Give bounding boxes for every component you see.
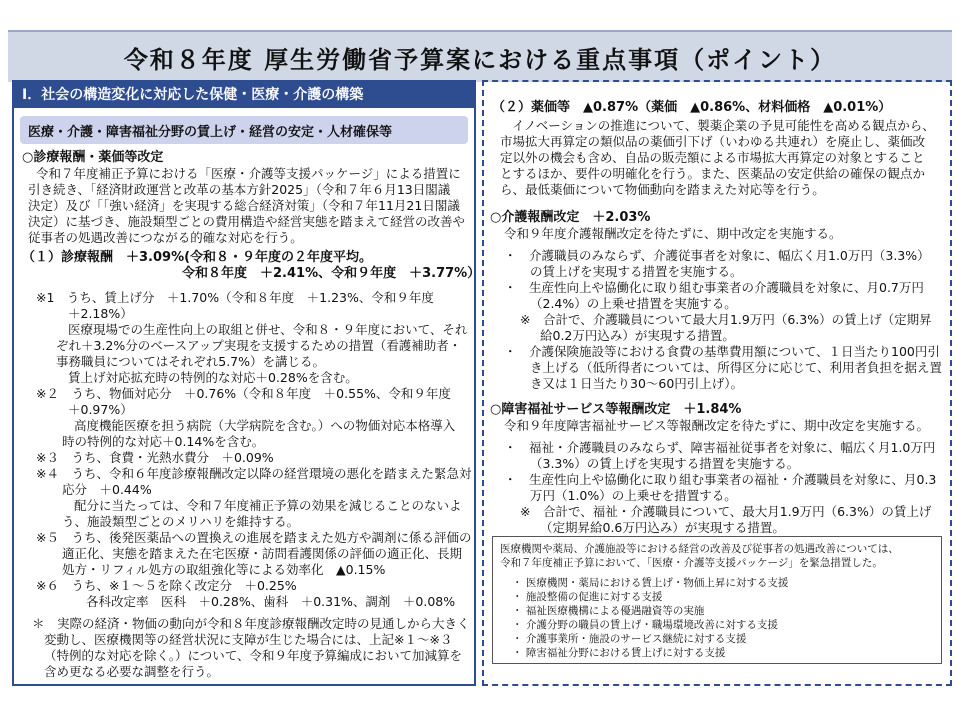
body-line: 決定）に基づき、施設類型ごとの費用構造や経営実態を踏まえて経営の改善や — [28, 214, 466, 229]
package-item: ・ 医療機関・薬局における賃上げ・物価上昇に対する支援 — [512, 577, 789, 589]
note-line: ※３ うち、食費・光熱水費分 ＋0.09% — [36, 450, 274, 465]
footnote-line: 変動し、医療機関等の経営状況に支障が生じた場合には、上記※１～※３ — [44, 632, 453, 647]
footnote-line: ＊ 実際の経済・物価の動向が令和８年度診療報酬改定時の見通しから大きく — [32, 616, 470, 631]
bullet-line: ・ 生産性向上や協働化に取り組む事業者の福祉・介護職員を対象に、月0.3 — [504, 472, 937, 487]
page-title: 令和８年度 厚生労働省予算案における重点事項（ポイント） — [8, 30, 952, 82]
bullet-line: の賃上げを実現する措置を実施する。 — [530, 264, 743, 279]
note-line: う、施設類型ごとのメリハリを維持する。 — [62, 514, 300, 529]
package-item: ・ 介護事業所・施設のサービス継続に対する支援 — [512, 633, 747, 645]
heading-shinryo-yakka: ○診療報酬・薬価等改定 — [22, 150, 164, 165]
note-line: ※６ うち、※１～５を除く改定分 ＋0.25% — [36, 578, 297, 593]
note-line: 医療現場での生産性向上の取組と併せ、令和８・９年度において、それ — [68, 322, 468, 337]
heading-kaigo: ○介護報酬改定 ＋2.03% — [490, 210, 651, 225]
package-item: ・ 施設整備の促進に対する支援 — [512, 591, 663, 603]
footnote-line: 含め更なる必要な調整を行う。 — [44, 664, 220, 679]
note-line: 適正化、実態を踏まえた在宅医療・訪問看護関係の評価の適正化、長期 — [62, 546, 463, 561]
package-intro-line: 令和７年度補正予算において、「医療・介護等支援パッケージ」を緊急措置した。 — [500, 557, 883, 569]
body-line: 令和９年度障害福祉サービス等報酬改定を待たずに、期中改定を実施する。 — [504, 418, 930, 433]
package-item: ・ 介護分野の職員の賃上げ・職場環境改善に対する支援 — [512, 619, 778, 631]
body-line: 従事者の処遇改善につながる的確な対応を行う。 — [28, 230, 303, 245]
bullet-line: ※ 合計で、福祉・介護職員について、最大月1.9万円（6.3%）の賃上げ — [520, 504, 932, 519]
note-line: ※５ うち、後発医薬品への置換えの進展を踏まえた処方や調剤に係る評価の — [36, 530, 472, 545]
body-line: 決定）及び「「強い経済」を実現する総合経済対策」（令和７年11月21日閣議 — [28, 198, 460, 213]
heading-shogai: ○障害福祉サービス等報酬改定 ＋1.84% — [490, 402, 742, 417]
body-line: 引き続き、「経済財政運営と改革の基本方針2025」（令和７年６月13日閣議 — [28, 182, 451, 197]
note-line: 賃上げ対応拡充時の特例的な対応＋0.28%を含む。 — [68, 370, 358, 385]
note-line: 時の特例的な対応＋0.14%を含む。 — [62, 434, 265, 449]
body-line: イノベーションの推進について、製薬企業の予見可能性を高める観点から、 — [512, 118, 935, 133]
bullet-line: 万円（1.0%）の上乗せを措置する。 — [530, 488, 737, 503]
bullet-line: ・ 生産性向上や協働化に取り組む事業者の介護職員を対象に、月0.7万円 — [504, 280, 924, 295]
body-line: 市場拡大再算定の類似品の薬価引下げ（いわゆる共連れ）を廃止し、薬価改 — [500, 134, 926, 149]
bullet-line: （3.3%）の賃上げを実現する措置を実施する。 — [530, 456, 800, 471]
bullet-line: ・ 介護保険施設等における食費の基準費用額について、１日当たり100円引 — [504, 344, 940, 359]
note-line: ※４ うち、令和６年度診療報酬改定以降の経営環境の悪化を踏まえた緊急対 — [36, 466, 472, 481]
note-line: 配分に当たっては、令和７年度補正予算の効果を減じることのないよ — [74, 498, 462, 513]
package-intro-line: 医療機関や薬局、介護施設等における経営の改善及び従事者の処遇改善については、 — [500, 543, 899, 555]
body-line: 令和９年度介護報酬改定を待たずに、期中改定を実施する。 — [504, 226, 842, 241]
note-line: 高度機能医療を担う病院（大学病院を含む。）への物価対応本格導入 — [74, 418, 456, 433]
heading-shinryo-hoshu-detail: 令和８年度 ＋2.41%、令和９年度 ＋3.77%） — [182, 266, 481, 281]
note-line: 各科改定率 医科 ＋0.28%、歯科 ＋0.31%、調剤 ＋0.08% — [86, 594, 456, 609]
bullet-line: き又は１日当たり30～60円引上げ）。 — [530, 376, 744, 391]
note-line: 処方・リフィル処方の取組強化等による効率化 ▲0.15% — [62, 562, 386, 577]
body-line: 定以外の機会も含め、自品の販売額による市場拡大再算定の対象とすること — [500, 150, 925, 165]
bullet-line: ※ 合計で、介護職員について最大月1.9万円（6.3%）の賃上げ（定期昇 — [520, 312, 932, 327]
body-line: とするほか、要件の明確化を行う。また、医薬品の安定供給の確保の観点か — [500, 166, 926, 181]
note-line: ＋2.18%） — [68, 306, 133, 321]
bullet-line: ・ 介護職員のみならず、介護従事者を対象に、幅広く月1.0万円（3.3%） — [504, 248, 930, 263]
note-line: 事務職員についてはそれぞれ5.7%）を講じる。 — [56, 354, 326, 369]
note-line: ぞれ＋3.2%分のベースアップ実現を支援するための措置（看護補助者・ — [56, 338, 462, 353]
heading-shinryo-hoshu: （１）診療報酬 ＋3.09%(令和８・９年度の２年度平均。 — [22, 250, 373, 265]
bullet-line: 給0.2万円込み）が実現する措置。 — [540, 328, 735, 343]
package-item: ・ 障害福祉分野における賃上げに対する支援 — [512, 647, 726, 659]
note-line: ※２ うち、物価対応分 ＋0.76%（令和８年度 ＋0.55%、令和９年度 — [36, 386, 451, 401]
body-line: ら、最低薬価について物価動向を踏まえた対応等を行う。 — [500, 182, 825, 197]
body-line: 令和７年度補正予算における「医療・介護等支援パッケージ」による措置に — [36, 166, 461, 181]
footnote-line: （特例的な対応を除く。）について、令和９年度予算編成において加減算を — [44, 648, 463, 663]
note-line: 応分 ＋0.44% — [62, 482, 152, 497]
sub-header: 医療・介護・障害福祉分野の賃上げ・経営の安定・人材確保等 — [20, 116, 468, 144]
bullet-line: （定期昇給0.6万円込み）が実現する措置。 — [540, 520, 785, 535]
note-line: ＋0.97%） — [68, 402, 133, 417]
note-line: ※1 うち、賃上げ分 ＋1.70%（令和８年度 ＋1.23%、令和９年度 — [36, 290, 434, 305]
bullet-line: き上げる（低所得者については、所得区分に応じて、利用者負担を据え置 — [530, 360, 943, 375]
section-header: Ⅰ．社会の構造変化に対応した保健・医療・介護の構築 — [12, 80, 476, 108]
bullet-line: ・ 福祉・介護職員のみならず、障害福祉従事者を対象に、幅広く月1.0万円 — [504, 440, 936, 455]
bullet-line: （2.4%）の上乗せ措置を実施する。 — [530, 296, 737, 311]
heading-yakka: （２）薬価等 ▲0.87%（薬価 ▲0.86%、材料価格 ▲0.01%） — [492, 100, 892, 115]
package-item: ・ 福祉医療機構による優遇融資等の実施 — [512, 605, 705, 617]
